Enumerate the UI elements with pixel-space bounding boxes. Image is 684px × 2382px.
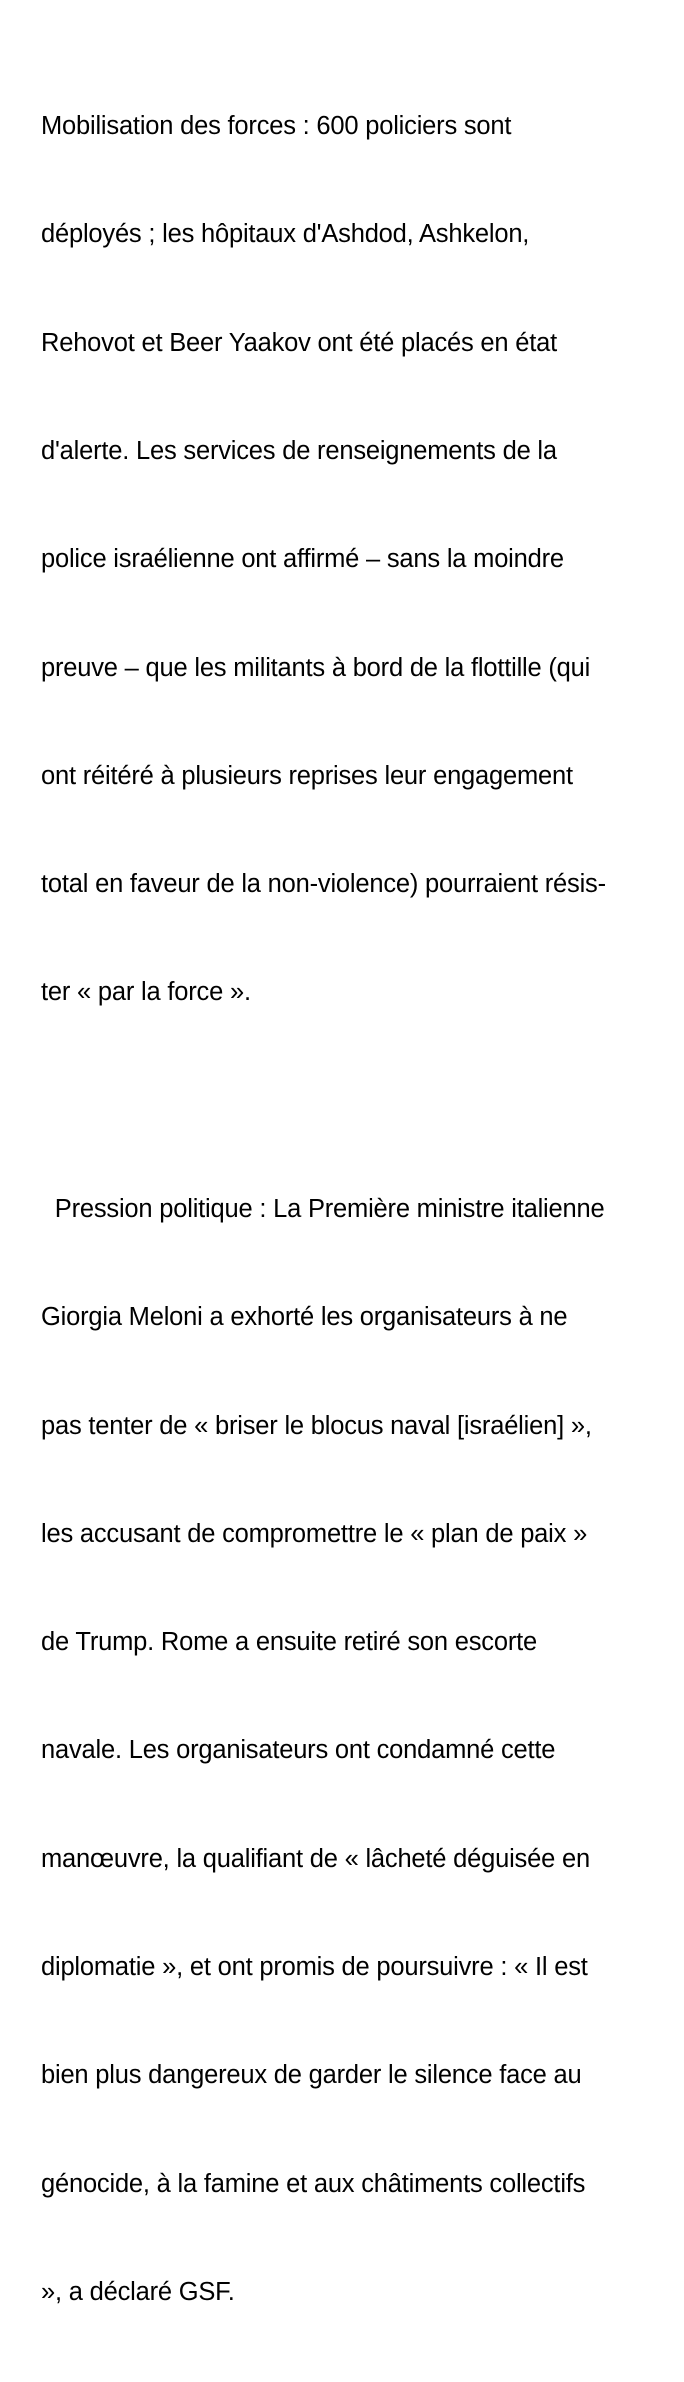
text-line: de Trump. Rome a ensuite retiré son escorte (41, 1628, 537, 1657)
text-line: », a déclaré GSF. (41, 2277, 235, 2306)
text-line: manœuvre, la qualifiant de « lâcheté déguisée en (41, 1844, 590, 1873)
text-line: Pression politique : La Première ministre italienne (41, 1195, 605, 1223)
text-line: diplomatie », et ont promis de poursuivre : « Il est (41, 1952, 588, 1981)
text-line: Mobilisation des forces : 600 policiers sont (41, 112, 512, 141)
text-line: déployés ; les hôpitaux d'Ashdod, Ashkelon, (41, 220, 530, 249)
text-line: total en faveur de la non-violence) pourraient résis- (41, 870, 606, 899)
text-line: bien plus dangereux de garder le silence face au (41, 2061, 582, 2090)
text-line: Giorgia Meloni a exhorté les organisateurs à ne (41, 1303, 568, 1332)
text-line: ter « par la force ». (41, 978, 251, 1007)
text-line: Rehovot et Beer Yaakov ont été placés en état (41, 328, 557, 357)
document-body (41, 36, 666, 2382)
text-line: ont réitéré à plusieurs reprises leur engagement (41, 761, 573, 790)
paragraph-mobilisation (41, 36, 666, 1083)
text-line: police israélienne ont affirmé – sans la moindre (41, 545, 564, 574)
paragraph-pression-politique (41, 1119, 666, 2382)
text-line: les accusant de compromettre le « plan de paix » (41, 1519, 588, 1548)
text-line: navale. Les organisateurs ont condamné cette (41, 1736, 556, 1765)
text-line: d'alerte. Les services de renseignements de la (41, 437, 557, 466)
text-line: génocide, à la famine et aux châtiments collectifs (41, 2169, 586, 2198)
paragraph-spacer (41, 1083, 666, 1119)
text-line: pas tenter de « briser le blocus naval [israélien] », (41, 1411, 592, 1440)
text-line: preuve – que les militants à bord de la flottille (qui (41, 653, 591, 682)
